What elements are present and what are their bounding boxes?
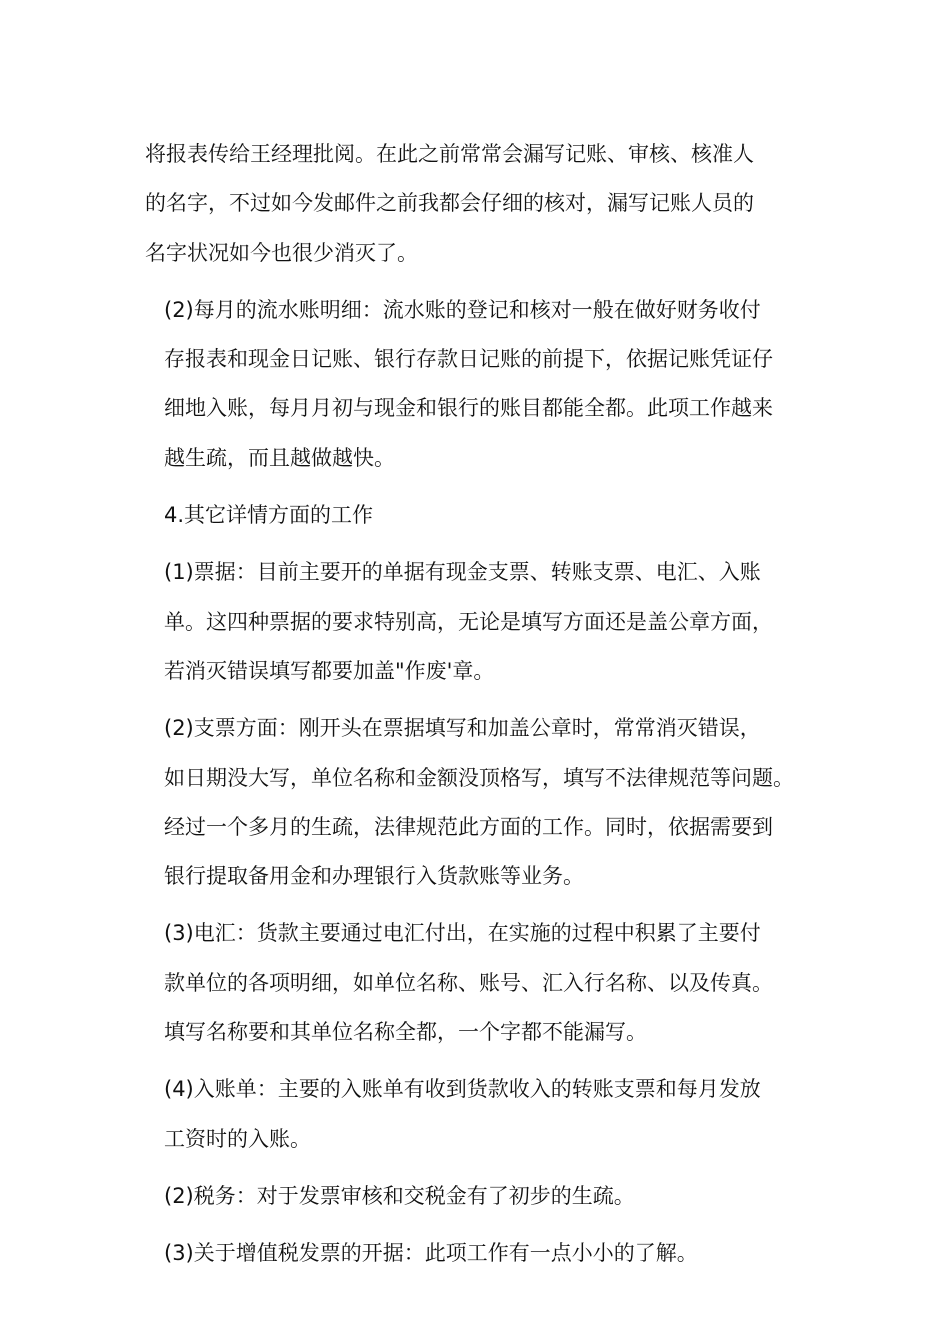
text-line: 款单位的各项明细，如单位名称、账号、汇入行名称、以及传真。 [164,970,773,995]
text-line: 经过一个多月的生疏，法律规范此方面的工作。同时，依据需要到 [164,814,773,839]
text-line: 如日期没大写，单位名称和金额没顶格写，填写不法律规范等问题。 [164,765,794,790]
paragraph-cheques [145,704,825,901]
paragraph-tax [145,1172,825,1221]
text-line: 4.其它详情方面的工作 [164,503,374,528]
paragraph-vat-invoice [145,1229,825,1278]
section-heading [145,491,825,540]
paragraph-bills [145,548,825,696]
paragraph-continued [145,130,825,278]
text-line: 工资时的入账。 [164,1126,311,1151]
text-line: 越生疏，而且越做越快。 [164,445,395,470]
text-line: 细地入账，每月月初与现金和银行的账目都能全都。此项工作越来 [164,396,773,421]
text-line: (2)税务：对于发票审核和交税金有了初步的生疏。 [164,1183,635,1208]
text-line: (4)入账单：主要的入账单有收到货款收入的转账支票和每月发放 [164,1077,761,1102]
text-line: (2)支票方面：刚开头在票据填写和加盖公章时，常常消灭错误， [164,716,761,741]
text-line: (2)每月的流水账明细：流水账的登记和核对一般在做好财务收付 [164,297,761,322]
paragraph-wire-transfer [145,909,825,1057]
text-line: (3)关于增值税发票的开据：此项工作有一点小小的了解。 [164,1241,698,1266]
paragraph-deposit-slip [145,1065,825,1164]
text-line: 银行提取备用金和办理银行入货款账等业务。 [164,864,584,889]
text-line: 将报表传给王经理批阅。在此之前常常会漏写记账、审核、核准人 [145,142,754,166]
text-line: 的名字，不过如今发邮件之前我都会仔细的核对，漏写记账人员的 [145,191,754,216]
document-body [145,130,825,1287]
text-line: 填写名称要和其单位名称全都，一个字都不能漏写。 [164,1020,647,1045]
text-line: 若消灭错误填写都要加盖"作废'章。 [164,658,495,683]
text-line: 单。这四种票据的要求特别高，无论是填写方面还是盖公章方面， [164,609,773,634]
text-line: (1)票据：目前主要开的单据有现金支票、转账支票、电汇、入账 [164,560,761,585]
text-line: 名字状况如今也很少消灭了。 [145,240,418,265]
text-line: (3)电汇：货款主要通过电汇付出，在实施的过程中积累了主要付 [164,921,761,946]
paragraph-ledger-details [145,286,825,483]
text-line: 存报表和现金日记账、银行存款日记账的前提下，依据记账凭证仔 [164,347,773,372]
